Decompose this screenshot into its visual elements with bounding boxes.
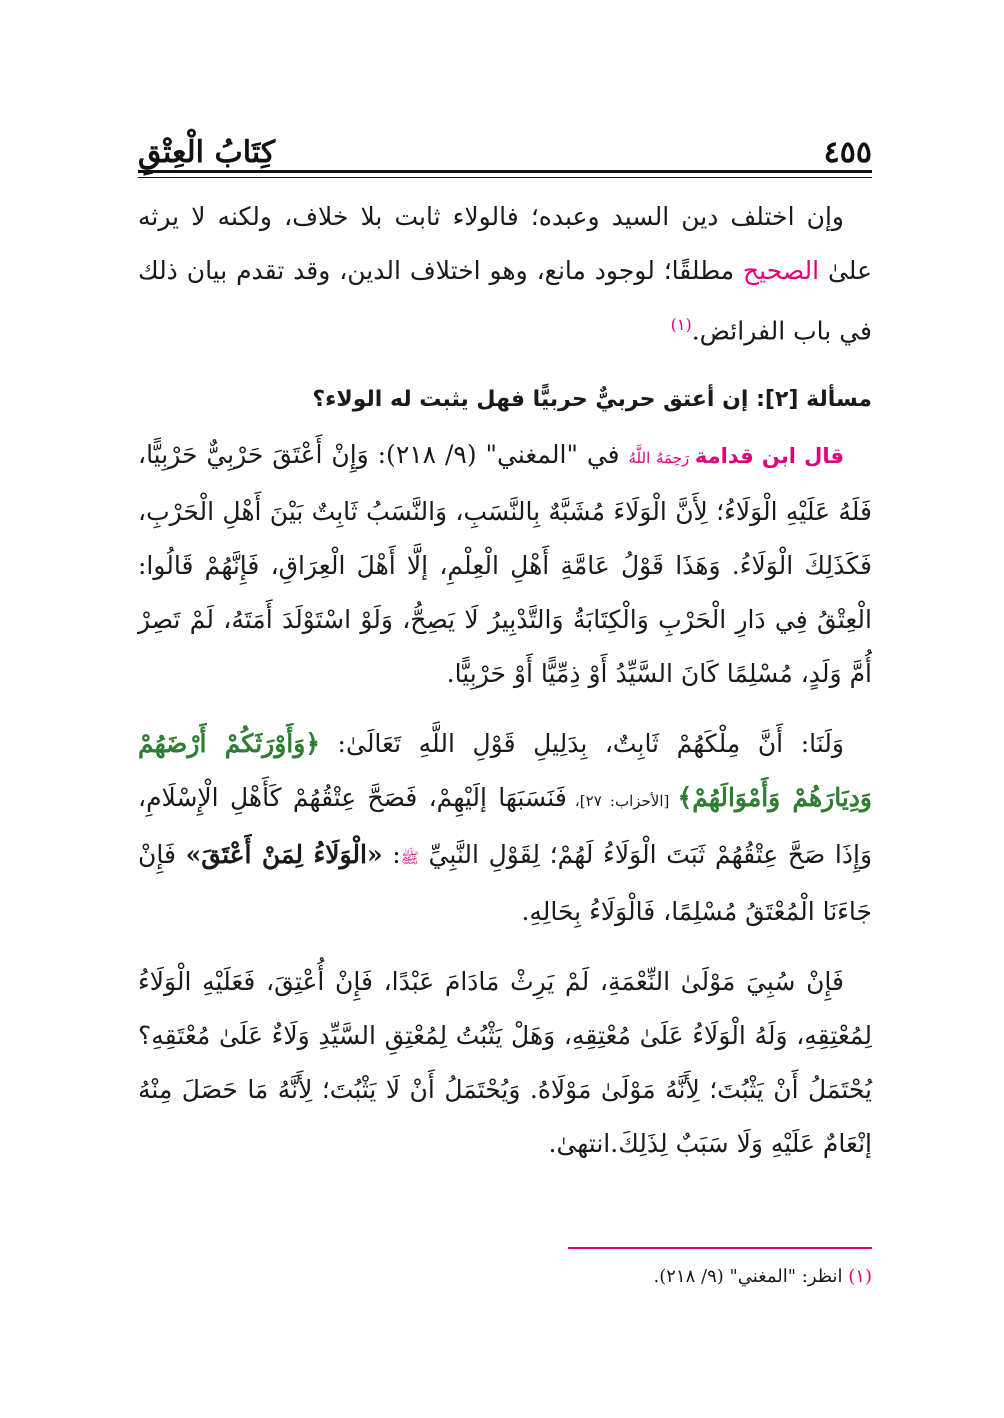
paragraph-3-middle: فَنَسَبَهَا إلَيْهِمْ، فَصَحَّ عِتْقُهُمْ كَأَهْلِ الْإِسْلَامِ، وَإِذَا صَحَّ عِتْقُهُمْ ثَبَتَ الْوَلَاءُ لَهُمْ؛ لِقَوْلِ النَّبِيِّ bbox=[138, 783, 873, 870]
paragraph-4-end: انتهىٰ. bbox=[548, 1129, 611, 1159]
footnote-divider bbox=[568, 1247, 872, 1249]
heading-question: إن أعتق حربيٌّ حربيًّا فهل يثبت له الولاء؟ bbox=[312, 387, 757, 413]
section-heading bbox=[138, 380, 872, 420]
header-rule-thin bbox=[138, 177, 872, 178]
quoted-text: وَإِنْ أَعْتَقَ حَرْبِيٌّ حَرْبِيًّا، فَلَهُ عَلَيْهِ الْوَلَاءُ؛ لِأَنَّ الْوَلَاءَ مُشَبَّهٌ بِالنَّسَبِ، وَالنَّسَبُ ثَابِتٌ بَيْنَ أَهْلِ الْحَرْبِ، فَكَذَلِكَ الْوَلَاءُ. وَهَذَا قَوْلُ عَامَّةِ أَهْلِ الْعِلْمِ، إلَّا أَهْلَ الْعِرَاقِ، فَإِنَّهُمْ قَالُوا: الْعِتْقُ فِي دَارِ الْحَرْبِ وَالْكِتَابَةُ وَالتَّدْبِيرُ لَا يَصِحُّ، وَلَوْ اسْتَوْلَدَ أَمَتَهُ، لَمْ تَصِرْ أُمَّ وَلَدٍ، مُسْلِمًا كَانَ السَّيِّدُ أَوْ ذِمِّيًّا أَوْ حَرْبِيًّا. bbox=[138, 440, 872, 689]
header-rule-thick bbox=[138, 170, 872, 173]
footnote-marker: (١) bbox=[848, 1266, 872, 1287]
hadith-intro: : bbox=[382, 840, 401, 870]
paragraph-2 bbox=[138, 428, 872, 701]
paragraph-4-text: فَإِنْ سُبِيَ مَوْلَىٰ النِّعْمَةِ، لَمْ يَرِثْ مَادَامَ عَبْدًا، فَإِنْ أُعْتِقَ، فَعَلَيْهِ الْوَلَاءُ لِمُعْتِقِهِ، وَلَهُ الْوَلَاءُ عَلَىٰ مُعْتِقِهِ، وَهَلْ يَثْبُتُ لِمُعْتِقِ السَّيِّدِ وَلَاءٌ عَلَىٰ مُعْتَقِهِ؟ يُحْتَمَلُ أَنْ يَثْبُتَ؛ لِأَنَّهُ مَوْلَىٰ مَوْلَاهُ. وَيُحْتَمَلُ أَنْ لَا يَثْبُتَ؛ لِأَنَّهُ مَا حَصَلَ مِنْهُ إنْعَامٌ عَلَيْهِ وَلَا سَبَبٌ لِذَلِكَ. bbox=[138, 967, 872, 1159]
paragraph-1 bbox=[138, 190, 872, 358]
honorific: رَحِمَهُ اللَّهُ bbox=[628, 449, 695, 468]
paragraph-1-text-a: وإن اختلف دين السيد وعبده؛ فالولاء ثابت بلا خلاف، ولكنه لا يرثه علىٰ bbox=[138, 202, 872, 285]
paragraph-4 bbox=[138, 955, 872, 1171]
paragraph-1-text-b: مطلقًا؛ لوجود مانع، وهو اختلاف الدين، وقد تقدم بيان ذلك في باب الفرائض. bbox=[138, 256, 872, 346]
heading-label: مسألة [٢]: bbox=[756, 387, 872, 413]
paragraph-3-end: فَإِنْ جَاءَنَا الْمُعْتَقُ مُسْلِمًا، فَالْوَلَاءُ بِحَالِهِ. bbox=[138, 840, 872, 927]
verse-citation: [الأحزاب: ٢٧]، bbox=[566, 792, 678, 811]
highlight-term: الصحيح bbox=[743, 256, 820, 285]
book-title: كِتَابُ الْعِتْقِ bbox=[138, 135, 276, 170]
hadith-text: «الْوَلَاءُ لِمَنْ أَعْتَقَ» bbox=[185, 840, 383, 870]
quran-verse: ﴿وَأَوْرَثَكُمْ أَرْضَهُمْ وَدِيَارَهُمْ وَأَمْوَالَهُمْ﴾ bbox=[138, 729, 873, 813]
paragraph-3-intro: وَلَنَا: أَنَّ مِلْكَهُمْ ثَابِتٌ، بِدَلِيلِ قَوْلِ اللَّهِ تَعَالَىٰ: bbox=[319, 729, 844, 759]
source-reference: في "المغني" (٩/ ٢١٨): bbox=[368, 440, 629, 470]
footnote-ref[interactable]: (١) bbox=[670, 315, 692, 334]
paragraph-3 bbox=[138, 717, 872, 939]
salutation: ﷺ bbox=[400, 849, 419, 868]
page-number: ٤٥٥ bbox=[823, 135, 872, 170]
footnote bbox=[400, 1262, 872, 1292]
main-content bbox=[138, 190, 872, 1171]
speaker-name: قال ابن قدامة bbox=[694, 444, 845, 469]
footnote-text: انظر: "المغني" (٩/ ٢١٨). bbox=[653, 1266, 849, 1287]
page-header bbox=[138, 118, 872, 170]
